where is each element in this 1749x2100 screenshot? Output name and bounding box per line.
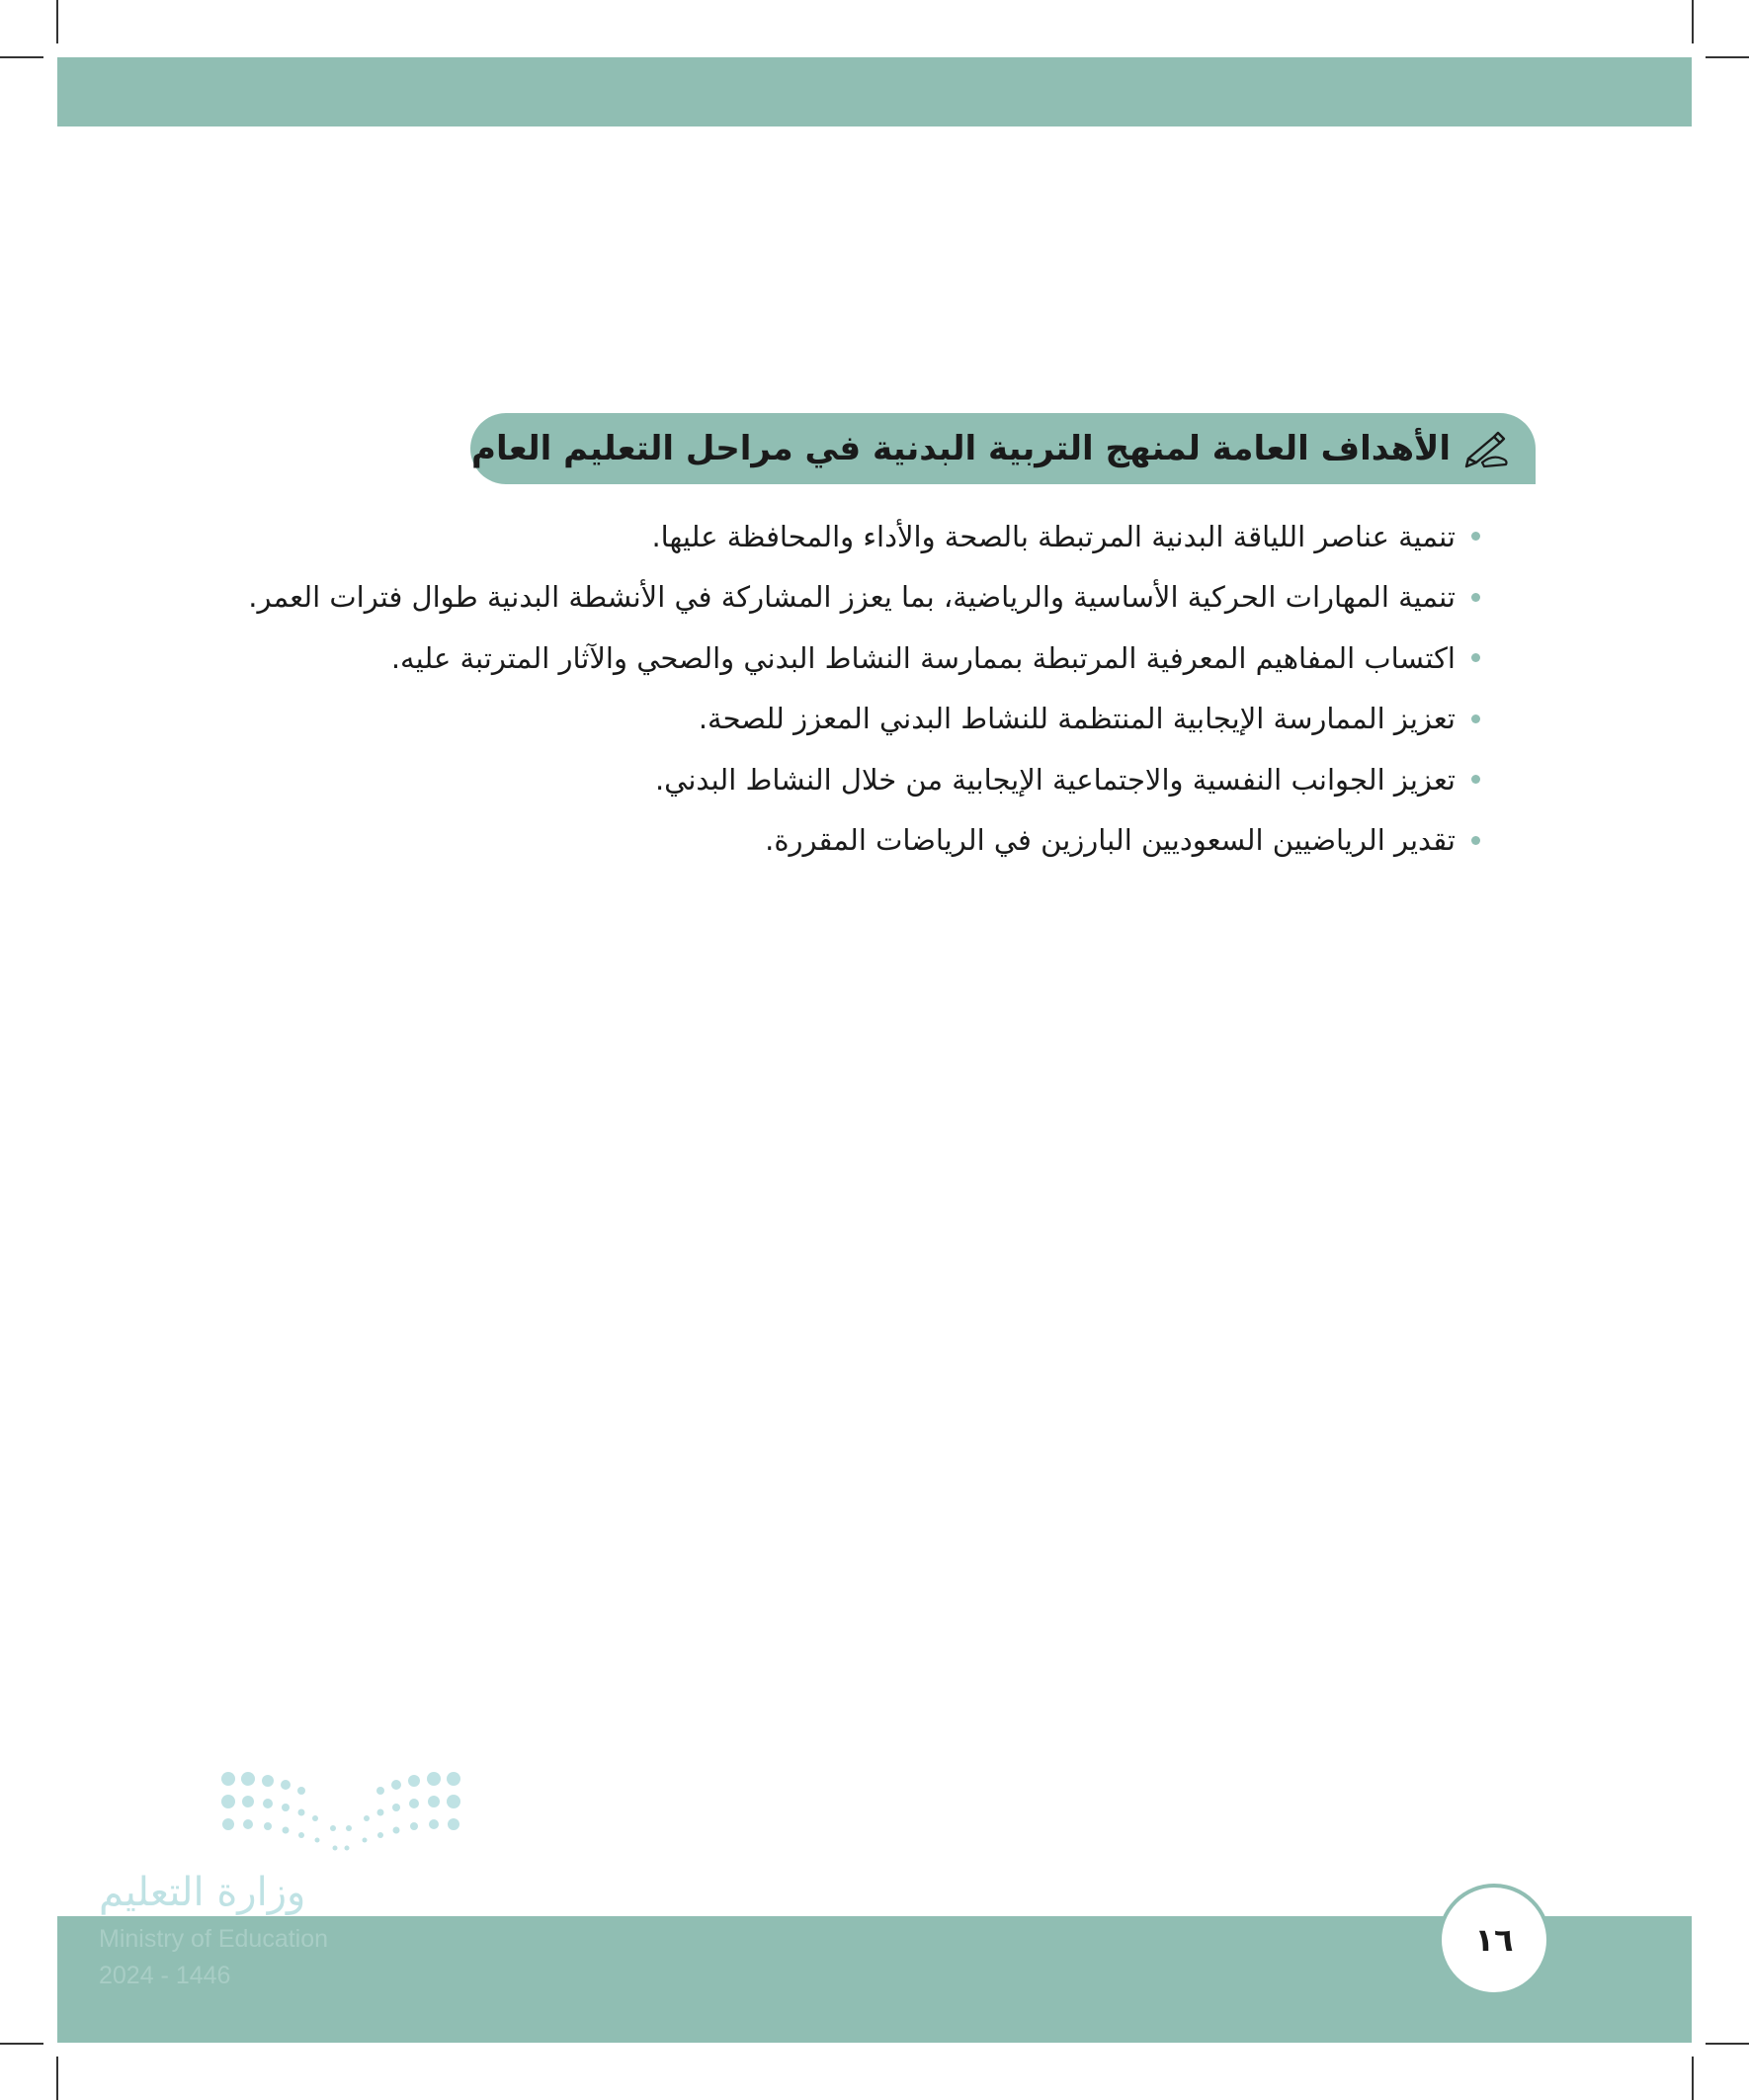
ministry-year: 2024 - 1446 [99,1962,231,1989]
ministry-name-en: Ministry of Education [99,1925,329,1953]
ministry-name-ar: وزارة التعليم [99,1870,306,1915]
goal-text: تعزيز الممارسة الإيجابية المنتظمة للنشاط البدني المعزز للصحة. [698,702,1456,736]
goals-list [248,506,1480,871]
list-item [296,810,1480,872]
pencil-hand-icon [1464,429,1510,468]
crop-mark [1706,56,1749,58]
page-number-badge [1438,1884,1550,1996]
bullet-icon [1471,593,1480,602]
list-item [248,567,1480,629]
crop-mark [0,56,43,58]
section-title: الأهداف العامة لمنهج التربية البدنية في مراحل التعليم العام [471,429,1451,468]
crop-mark [1692,2057,1694,2100]
crop-mark [56,2057,58,2100]
ministry-dots-logo [212,1769,469,1858]
goal-text: تعزيز الجوانب النفسية والاجتماعية الإيجابية من خلال النشاط البدني. [654,762,1456,797]
bullet-icon [1471,532,1480,541]
goal-text: اكتساب المفاهيم المعرفية المرتبطة بممارسة النشاط البدني والصحي والآثار المترتبة عليه. [390,640,1456,675]
crop-mark [1706,2043,1749,2045]
page-number: ١٦ [1474,1921,1514,1959]
goal-text: تقدير الرياضيين السعوديين البارزين في الرياضات المقررة. [765,823,1456,858]
bullet-icon [1471,714,1480,723]
list-item [296,506,1480,567]
bullet-icon [1471,653,1480,662]
crop-mark [0,2043,43,2045]
bullet-icon [1471,836,1480,845]
list-item [296,689,1480,750]
bullet-icon [1471,775,1480,784]
list-item [296,749,1480,810]
list-item [296,628,1480,689]
crop-mark [56,0,58,43]
section-heading [470,413,1536,484]
header-band [57,57,1692,126]
goal-text: تنمية المهارات الحركية الأساسية والرياضية، بما يعزز المشاركة في الأنشطة البدنية طوال فترات العمر. [248,580,1456,615]
goal-text: تنمية عناصر اللياقة البدنية المرتبطة بالصحة والأداء والمحافظة عليها. [651,519,1456,553]
crop-mark [1692,0,1694,43]
